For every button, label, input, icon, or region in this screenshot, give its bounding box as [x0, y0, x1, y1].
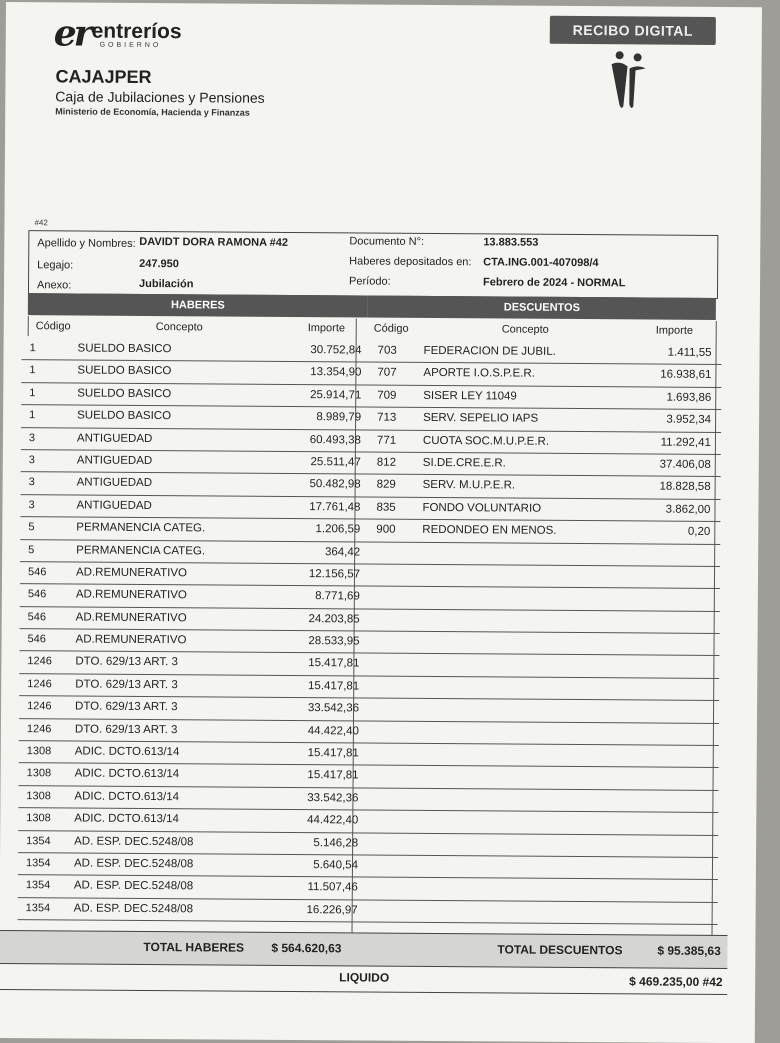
haberes-concepto: AD. ESP. DEC.5248/08: [74, 835, 194, 848]
haberes-codigo: 546: [27, 566, 47, 579]
haberes-importe: 5.640,54: [313, 859, 359, 872]
deposit-label: Haberes depositados en:: [349, 255, 472, 269]
descuentos-importe-header: Importe: [655, 324, 694, 337]
haberes-codigo: 5: [28, 521, 35, 534]
descuentos-importe: 0,20: [687, 525, 711, 539]
haberes-concepto: AD. ESP. DEC.5248/08: [73, 857, 194, 871]
haberes-concepto: DTO. 629/13 ART. 3: [75, 678, 178, 692]
descuentos-concepto: FONDO VOLUNTARIO: [422, 501, 542, 515]
haberes-codigo: 1246: [26, 722, 52, 735]
haberes-importe: 28.533,95: [308, 635, 360, 648]
haberes-codigo-header: Código: [35, 320, 71, 333]
haberes-codigo: 546: [27, 610, 47, 623]
haberes-importe: 1.206,59: [315, 523, 361, 536]
liquido-label: LIQUIDO: [339, 970, 390, 985]
descuentos-importe: 3.862,00: [665, 503, 711, 516]
column-headers: [28, 316, 716, 341]
org-full-name: Caja de Jubilaciones y Pensiones: [55, 88, 265, 106]
descuentos-importe: 1.411,55: [667, 346, 712, 359]
haberes-importe: 16.226,97: [306, 903, 358, 917]
haberes-concepto: DTO. 629/13 ART. 3: [75, 700, 178, 714]
descuentos-concepto: SI.DE.CRE.E.R.: [422, 456, 506, 470]
beneficiary-info: [28, 230, 718, 299]
descuentos-codigo: 771: [376, 434, 397, 447]
logo-subtitle: GOBIERNO: [99, 41, 162, 50]
haberes-importe: 15.417,81: [308, 657, 360, 670]
receipt-page: [0, 2, 762, 1043]
haberes-concepto: DTO. 629/13 ART. 3: [75, 655, 178, 669]
haberes-codigo: 3: [28, 476, 35, 489]
haberes-importe: 12.156,57: [308, 568, 361, 581]
haberes-concepto: SUELDO BASICO: [77, 409, 172, 423]
haberes-importe: 8.989,79: [316, 411, 362, 424]
haberes-importe-header: Importe: [307, 322, 346, 335]
haberes-importe: 15.417,81: [307, 747, 359, 760]
haberes-importe: 24.203,85: [308, 612, 360, 626]
documento-label: Documento N°:: [349, 235, 425, 248]
recibo-digital-badge: RECIBO DIGITAL: [550, 16, 716, 45]
haberes-codigo: 1354: [25, 879, 51, 892]
descuentos-codigo: 900: [376, 523, 396, 536]
haberes-concepto: AD. ESP. DEC.5248/08: [73, 879, 194, 893]
haberes-concepto: AD.REMUNERATIVO: [75, 566, 188, 580]
liquido-value: $ 469.235,00 #42: [629, 974, 723, 990]
haberes-concepto: SUELDO BASICO: [77, 364, 172, 378]
haberes-concepto: ANTIGUEDAD: [76, 499, 152, 512]
deposit-account: CTA.ING.001-407098/4: [483, 256, 599, 270]
descuentos-codigo: 713: [377, 411, 397, 424]
descuentos-codigo: 703: [377, 344, 397, 357]
haberes-header: HABERES: [28, 293, 368, 317]
documento-value: 13.883.553: [483, 236, 539, 249]
haberes-concepto-header: Concepto: [155, 321, 203, 334]
haberes-concepto: AD.REMUNERATIVO: [75, 588, 187, 602]
descuentos-codigo: 812: [376, 456, 397, 469]
descuentos-importe: 11.292,41: [660, 436, 711, 449]
haberes-concepto: AD. ESP. DEC.5248/08: [73, 902, 194, 916]
cajajper-emblem-icon: [609, 48, 649, 112]
ministry-name: Ministerio de Economía, Hacienda y Finanzas: [55, 106, 250, 118]
anexo-label: Anexo:: [36, 279, 72, 292]
haberes-importe: 25.511,47: [310, 456, 361, 469]
descuentos-importe: 3.952,34: [666, 413, 712, 427]
haberes-codigo: 1308: [26, 812, 51, 825]
logo-text: [91, 19, 182, 50]
haberes-importe: 33.542,36: [307, 791, 359, 805]
haberes-concepto: ADIC. DCTO.613/14: [74, 745, 180, 759]
descuentos-concepto: FEDERACION DE JUBIL.: [423, 344, 556, 358]
haberes-concepto: ANTIGUEDAD: [76, 454, 153, 467]
name-label: Apellido y Nombres:: [37, 237, 136, 250]
haberes-concepto: PERMANENCIA CATEG.: [76, 521, 206, 535]
total-haberes-label: TOTAL HABERES: [143, 939, 245, 955]
haberes-importe: 30.752,84: [310, 344, 362, 357]
descuentos-importe: 37.406,08: [659, 458, 711, 471]
legajo-label: Legajo:: [37, 259, 74, 272]
haberes-codigo: 1246: [27, 655, 52, 668]
receipt-rows: [18, 338, 722, 925]
anexo-value: Jubilación: [138, 277, 194, 291]
haberes-codigo: 1354: [25, 901, 51, 915]
haberes-codigo: 3: [28, 454, 35, 467]
haberes-importe: 44.422,40: [307, 724, 359, 738]
haberes-codigo: 3: [28, 431, 36, 444]
haberes-concepto: ADIC. DCTO.613/14: [74, 812, 179, 826]
haberes-concepto: ADIC. DCTO.613/14: [74, 790, 180, 804]
haberes-codigo: 1: [29, 386, 36, 399]
haberes-codigo: 1: [29, 342, 36, 355]
haberes-importe: 25.914,71: [310, 388, 362, 402]
logo-name: entreríos: [91, 19, 182, 44]
haberes-codigo: 1308: [26, 789, 51, 803]
total-descuentos-label: TOTAL DESCUENTOS: [497, 942, 623, 958]
haberes-importe: 33.542,36: [307, 702, 360, 715]
haberes-concepto: SUELDO BASICO: [77, 342, 172, 356]
haberes-importe: 44.422,40: [307, 814, 359, 827]
haberes-codigo: 1246: [27, 678, 52, 691]
descuentos-concepto: SERV. M.U.P.E.R.: [422, 479, 516, 492]
haberes-importe: 11.507,46: [307, 881, 358, 894]
table-row: [18, 898, 718, 925]
org-name: CAJAJPER: [55, 66, 152, 88]
haberes-codigo: 1308: [26, 767, 52, 780]
organization-block: [55, 66, 265, 117]
haberes-importe: 8.771,69: [315, 590, 360, 603]
legajo-value: 247.950: [139, 257, 179, 271]
haberes-codigo: 1: [29, 409, 36, 422]
period-label: Período:: [349, 275, 391, 288]
period-value: Febrero de 2024 - NORMAL: [483, 276, 626, 290]
haberes-codigo: 3: [28, 498, 35, 511]
haberes-concepto: ANTIGUEDAD: [76, 476, 153, 490]
haberes-codigo: 546: [27, 588, 47, 601]
haberes-codigo: 1: [29, 364, 36, 377]
entrerios-logo: [53, 12, 182, 55]
descuentos-header: DESCUENTOS: [368, 296, 716, 320]
haberes-importe: 17.761,48: [309, 500, 361, 514]
descuentos-codigo: 835: [376, 501, 396, 514]
haberes-concepto: ADIC. DCTO.613/14: [74, 767, 180, 781]
haberes-importe: 364,42: [324, 545, 361, 559]
haberes-importe: 13.354,90: [310, 366, 362, 379]
descuentos-concepto: REDONDEO EN MENOS.: [422, 524, 557, 537]
haberes-codigo: 1308: [26, 745, 52, 758]
descuentos-concepto: SERV. SEPELIO IAPS: [423, 412, 539, 425]
haberes-codigo: 1246: [27, 700, 52, 713]
liquido-bar: [0, 963, 727, 995]
haberes-concepto: DTO. 629/13 ART. 3: [74, 723, 178, 736]
descuentos-importe: 18.828,58: [659, 480, 711, 494]
descuentos-codigo: 709: [377, 389, 397, 402]
logo-mark: er: [53, 12, 90, 55]
haberes-importe: 15.417,81: [308, 679, 360, 693]
haberes-concepto: AD.REMUNERATIVO: [75, 611, 187, 624]
haberes-concepto: ANTIGUEDAD: [76, 432, 153, 445]
descuentos-concepto: SISER LEY 11049: [423, 389, 517, 403]
reference-mark: #42: [34, 218, 48, 228]
descuentos-importe: 1.693,86: [666, 391, 712, 404]
haberes-codigo: 5: [28, 543, 35, 556]
total-descuentos-value: $ 95.385,63: [657, 943, 721, 959]
descuentos-concepto: CUOTA SOC.M.U.P.E.R.: [422, 434, 550, 448]
descuentos-codigo-header: Código: [373, 322, 409, 335]
name-value: DAVIDT DORA RAMONA #42: [139, 235, 289, 249]
haberes-codigo: 1354: [26, 834, 51, 847]
haberes-codigo: 546: [27, 633, 46, 646]
left-border: [28, 316, 29, 336]
haberes-importe: 60.493,38: [309, 433, 361, 447]
descuentos-concepto: APORTE I.O.S.P.E.R.: [423, 367, 535, 381]
descuentos-importe: 16.938,61: [660, 368, 712, 382]
descuentos-codigo: 829: [376, 478, 396, 492]
descuentos-codigo: 707: [377, 366, 397, 380]
haberes-codigo: 1354: [25, 857, 51, 870]
total-haberes-value: $ 564.620,63: [271, 940, 342, 956]
descuentos-concepto-header: Concepto: [501, 323, 549, 336]
haberes-concepto: AD.REMUNERATIVO: [75, 633, 187, 647]
haberes-concepto: PERMANENCIA CATEG.: [76, 544, 206, 557]
haberes-importe: 15.417,81: [307, 769, 359, 782]
haberes-importe: 5.146,28: [313, 836, 359, 850]
haberes-concepto: SUELDO BASICO: [77, 387, 172, 400]
haberes-importe: 50.482,98: [309, 478, 361, 491]
